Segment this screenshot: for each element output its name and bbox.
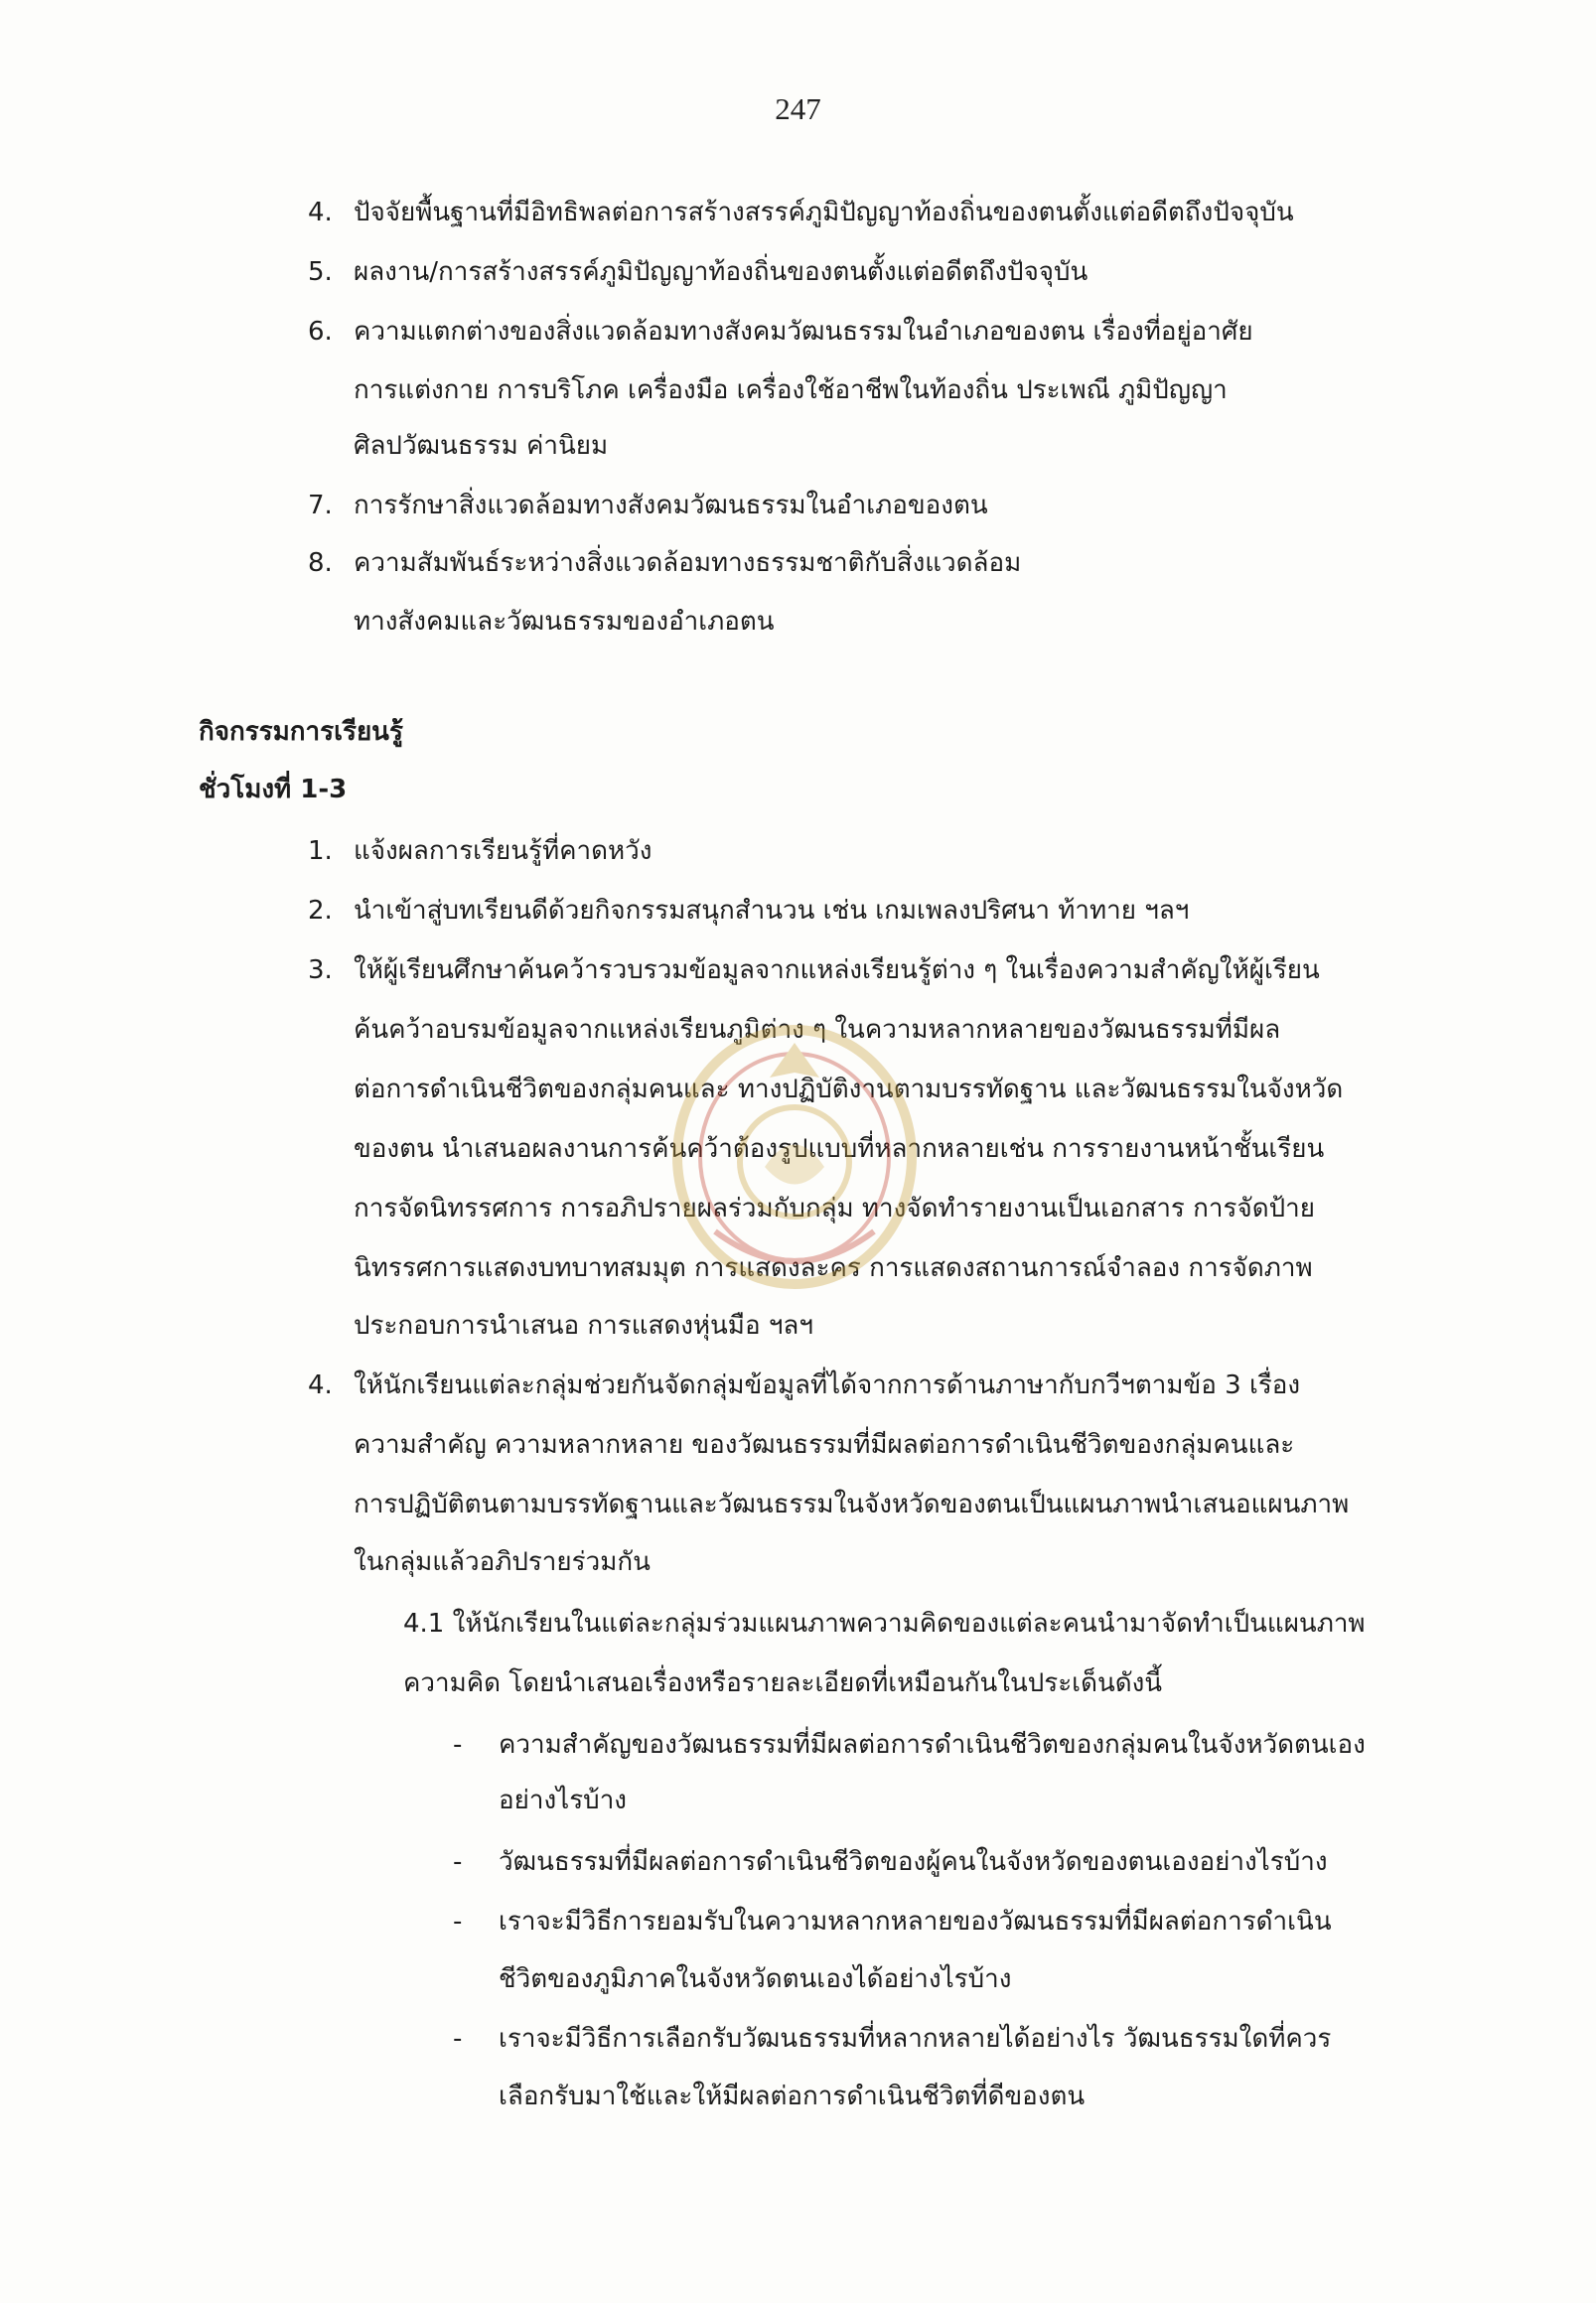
activity-text-continued: การจัดนิทรรศการ การอภิปรายผลร่วมกับกลุ่ม ทางจัดทำรายงานเป็นเอกสาร การจัดป้าย (354, 1194, 1315, 1223)
bullet-dash: - (453, 1847, 463, 1877)
hour-title: ชั่วโมงที่ 1-3 (199, 775, 348, 804)
bullet-dash: - (453, 2024, 463, 2054)
bullet-text-continued: เลือกรับมาใช้และให้มีผลต่อการดำเนินชีวิตที่ดีของตน (499, 2082, 1086, 2111)
topic-number: 6. (308, 317, 333, 347)
activity-text-continued: ในกลุ่มแล้วอภิปรายร่วมกัน (354, 1547, 651, 1577)
activity-text: แจ้งผลการเรียนรู้ที่คาดหวัง (354, 836, 653, 866)
activity-text-continued: ต่อการดำเนินชีวิตของกลุ่มคนและ ทางปฏิบัติงานตามบรรทัดฐาน และวัฒนธรรมในจังหวัด (354, 1075, 1344, 1104)
bullet-text: ความสำคัญของวัฒนธรรมที่มีผลต่อการดำเนินชีวิตของกลุ่มคนในจังหวัดตนเอง (499, 1730, 1366, 1760)
activity-number: 3. (308, 955, 333, 985)
activity-number: 1. (308, 836, 333, 866)
activity-text-continued: นิทรรศการแสดงบทบาทสมมุต การแสดงละคร การแสดงสถานการณ์จำลอง การจัดภาพ (354, 1253, 1313, 1283)
activity-text-continued: ของตน นำเสนอผลงานการค้นคว้าต้องรูปแบบที่หลากหลายเช่น การรายงานหน้าชั้นเรียน (354, 1134, 1325, 1164)
topic-item-4 (308, 196, 1294, 229)
bullet-dash: - (453, 1730, 463, 1760)
activity-item-2 (308, 894, 1189, 928)
activity-text-continued: การปฏิบัติตนตามบรรทัดฐานและวัฒนธรรมในจังหวัดของตนเป็นแผนภาพนำเสนอแผนภาพ (354, 1490, 1350, 1519)
bullet-text-continued: ชีวิตของภูมิภาคในจังหวัดตนเองได้อย่างไรบ้าง (499, 1964, 1012, 1994)
bullet-item-2 (453, 1845, 1328, 1879)
activity-text-continued: ค้นคว้าอบรมข้อมูลจากแหล่งเรียนภูมิต่าง ๆ ในความหลากหลายของวัฒนธรรมที่มีผล (354, 1015, 1281, 1045)
bullet-item-3 (453, 1905, 1332, 1939)
topic-text-continued: ศิลปวัฒนธรรม ค่านิยม (354, 431, 609, 461)
topic-text-continued: ทางสังคมและวัฒนธรรมของอำเภอตน (354, 607, 775, 637)
activity-item-4 (308, 1368, 1300, 1402)
sub-item-number: 4.1 (403, 1609, 445, 1639)
activity-number: 2. (308, 896, 333, 926)
topic-text-continued: การแต่งกาย การบริโภค เครื่องมือ เครื่องใช้อาชีพในท้องถิ่น ประเพณี ภูมิปัญญา (354, 375, 1228, 405)
topic-number: 4. (308, 198, 333, 227)
topic-text: ผลงาน/การสร้างสรรค์ภูมิปัญญาท้องถิ่นของตนตั้งแต่อดีตถึงปัจจุบัน (354, 257, 1088, 287)
bullet-text-continued: อย่างไรบ้าง (499, 1786, 627, 1815)
activity-text: ให้นักเรียนแต่ละกลุ่มช่วยกันจัดกลุ่มข้อมูลที่ได้จากการด้านภาษากับกวีฯตามข้อ 3 เรื่อง (354, 1370, 1301, 1400)
section-title: กิจกรรมการเรียนรู้ (199, 717, 403, 747)
bullet-item-4 (453, 2022, 1331, 2056)
sub-item-4-1 (403, 1607, 1366, 1641)
activity-text: ให้ผู้เรียนศึกษาค้นคว้ารวบรวมข้อมูลจากแหล่งเรียนรู้ต่าง ๆ ในเรื่องความสำคัญให้ผู้เรียน (354, 955, 1320, 985)
topic-text: ความสัมพันธ์ระหว่างสิ่งแวดล้อมทางธรรมชาติกับสิ่งแวดล้อม (354, 548, 1022, 578)
topic-text: ปัจจัยพื้นฐานที่มีอิทธิพลต่อการสร้างสรรค์ภูมิปัญญาท้องถิ่นของตนตั้งแต่อดีตถึงปัจจุบัน (354, 198, 1294, 227)
sub-item-text: ให้นักเรียนในแต่ละกลุ่มร่วมแผนภาพความคิดของแต่ละคนนำมาจัดทำเป็นแผนภาพ (452, 1609, 1366, 1639)
bullet-item-1 (453, 1728, 1366, 1762)
topic-number: 7. (308, 491, 333, 520)
activity-item-3 (308, 953, 1320, 987)
activity-number: 4. (308, 1370, 333, 1400)
topic-number: 8. (308, 548, 333, 578)
page-number: 247 (775, 91, 821, 126)
bullet-text: วัฒนธรรมที่มีผลต่อการดำเนินชีวิตของผู้คนในจังหวัดของตนเองอย่างไรบ้าง (499, 1847, 1328, 1877)
activity-text: นำเข้าสู่บทเรียนดีด้วยกิจกรรมสนุกสำนวน เช่น เกมเพลงปริศนา ท้าทาย ฯลฯ (354, 896, 1190, 926)
bullet-text: เราจะมีวิธีการเลือกรับวัฒนธรรมที่หลากหลายได้อย่างไร วัฒนธรรมใดที่ควร (499, 2024, 1332, 2054)
topic-text: ความแตกต่างของสิ่งแวดล้อมทางสังคมวัฒนธรรมในอำเภอของตน เรื่องที่อยู่อาศัย (354, 317, 1253, 347)
topic-text: การรักษาสิ่งแวดล้อมทางสังคมวัฒนธรรมในอำเภอของตน (354, 491, 988, 520)
activity-text-continued: ความสำคัญ ความหลากหลาย ของวัฒนธรรมที่มีผลต่อการดำเนินชีวิตของกลุ่มคนและ (354, 1430, 1295, 1460)
bullet-text: เราจะมีวิธีการยอมรับในความหลากหลายของวัฒนธรรมที่มีผลต่อการดำเนิน (499, 1907, 1332, 1937)
sub-item-text-continued: ความคิด โดยนำเสนอเรื่องหรือรายละเอียดที่เหมือนกันในประเด็นดังนี้ (403, 1668, 1163, 1698)
activity-text-continued: ประกอบการนำเสนอ การแสดงหุ่นมือ ฯลฯ (354, 1311, 813, 1341)
topic-item-6 (308, 315, 1253, 349)
topic-item-7 (308, 489, 988, 522)
bullet-dash: - (453, 1907, 463, 1937)
topic-number: 5. (308, 257, 333, 287)
activity-item-1 (308, 834, 652, 868)
topic-item-8 (308, 546, 1021, 580)
topic-item-5 (308, 255, 1088, 289)
